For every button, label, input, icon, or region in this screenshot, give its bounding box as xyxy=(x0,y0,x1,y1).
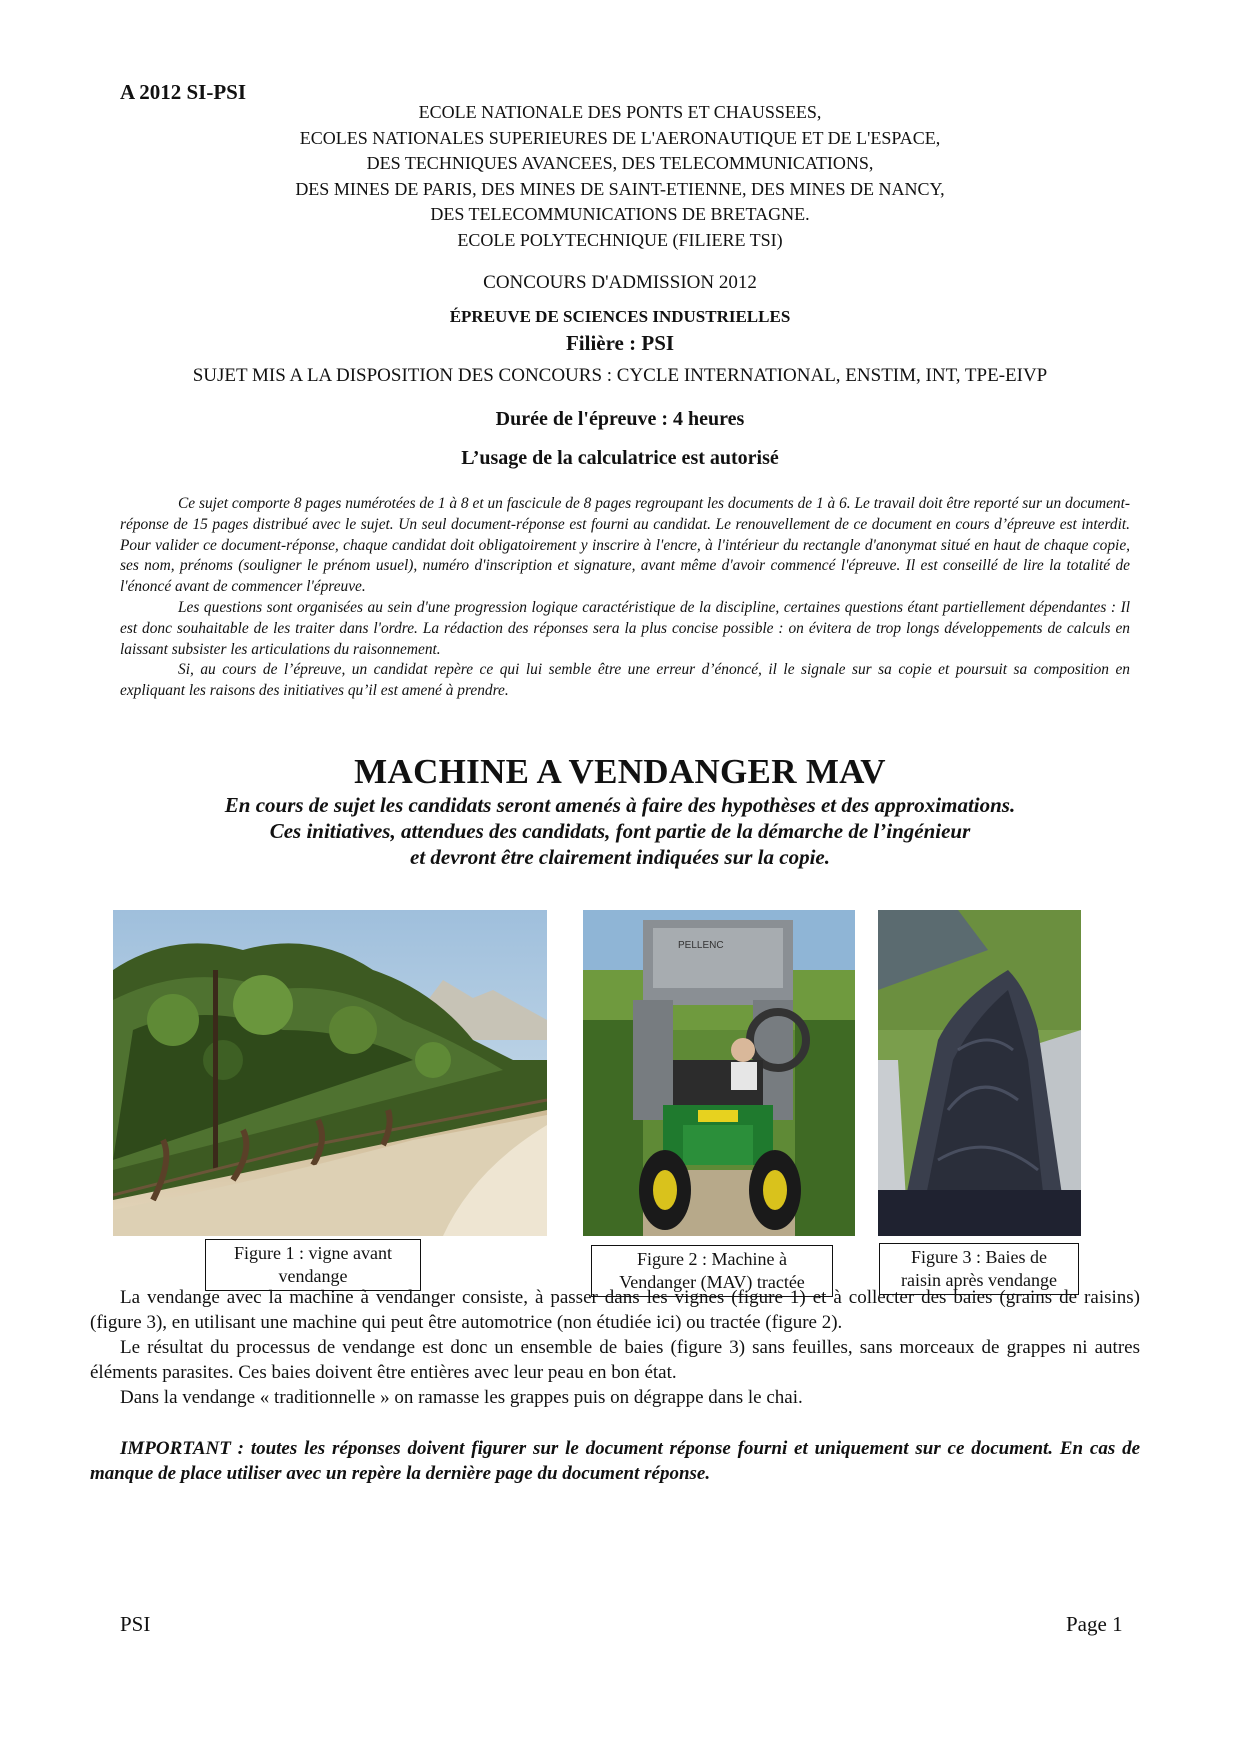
school-line: DES TELECOMMUNICATIONS DE BRETAGNE. xyxy=(430,204,810,225)
harvester-illustration xyxy=(583,910,855,1236)
important-notice: IMPORTANT : toutes les réponses doivent figurer sur le document réponse fourni et uniquement sur ce document. En cas de manque de place utiliser avec un repère la dernière page du document réponse. xyxy=(90,1438,1140,1484)
body-text xyxy=(90,1285,1140,1410)
page-number: Page 1 xyxy=(1066,1612,1123,1636)
caption-line: Figure 1 : vigne avant xyxy=(234,1243,392,1263)
subtitle-line: et devront être clairement indiquées sur la copie. xyxy=(410,845,830,869)
vineyard-illustration xyxy=(113,910,547,1236)
school-line: ECOLE POLYTECHNIQUE (FILIERE TSI) xyxy=(457,229,783,250)
main-title: MACHINE A VENDANGER MAV xyxy=(354,752,886,791)
school-line: DES TECHNIQUES AVANCEES, DES TELECOMMUNICATIONS, xyxy=(366,153,874,174)
vineyard-photo xyxy=(113,910,547,1236)
caption-line: Figure 3 : Baies de xyxy=(911,1247,1047,1267)
instruction-paragraph: Les questions sont organisées au sein d'une progression logique caractéristique de la discipline, certaines questions étant partiellement dépendantes : Il est donc souhaitable de les traiter dans l'ordre. La rédaction des réponses sera la plus concise possible : on évitera de trop longs développements de calculs en laissant subsister les articulations du raisonnement. xyxy=(120,598,1130,658)
berries-illustration xyxy=(878,910,1081,1236)
school-line: ECOLES NATIONALES SUPERIEURES DE L'AERONAUTIQUE ET DE L'ESPACE, xyxy=(299,127,941,148)
school-line: ECOLE NATIONALE DES PONTS ET CHAUSSEES, xyxy=(418,102,822,122)
sujet-line: SUJET MIS A LA DISPOSITION DES CONCOURS : CYCLE INTERNATIONAL, ENSTIM, INT, TPE-EIVP xyxy=(192,365,1048,386)
caption-line: Vendanger (MAV) tractée xyxy=(619,1272,805,1292)
subtitle-line: En cours de sujet les candidats seront amenés à faire des hypothèses et des approximations. xyxy=(224,793,1016,817)
machine-photo xyxy=(583,910,855,1236)
concours-line: CONCOURS D'ADMISSION 2012 xyxy=(483,272,757,293)
body-paragraph: Dans la vendange « traditionnelle » on ramasse les grappes puis on dégrappe dans le chai. xyxy=(120,1387,803,1408)
duration-line: Durée de l'épreuve : 4 heures xyxy=(495,408,745,430)
instructions xyxy=(120,494,1130,702)
berries-photo xyxy=(878,910,1081,1236)
subtitle xyxy=(0,792,1240,870)
figure-1-caption xyxy=(205,1239,421,1291)
caption-line: raisin après vendange xyxy=(901,1270,1057,1290)
body-paragraph: La vendange avec la machine à vendanger consiste, à passer dans les vignes (figure 1) et à collecter des baies (grains de raisins) (figure 3), en utilisant une machine qui peut être automotrice (non étudiée ici) ou tractée (figure 2). xyxy=(90,1287,1140,1333)
subtitle-line: Ces initiatives, attendues des candidats, font partie de la démarche de l’ingénieur xyxy=(269,819,971,843)
exam-reference: A 2012 SI-PSI xyxy=(120,80,247,104)
school-line: DES MINES DE PARIS, DES MINES DE SAINT-ETIENNE, DES MINES DE NANCY, xyxy=(295,178,945,199)
epreuve-line: ÉPREUVE DE SCIENCES INDUSTRIELLES xyxy=(449,307,791,326)
calculator-line: L’usage de la calculatrice est autorisé xyxy=(461,447,779,469)
machine-brand-label: PELLENC xyxy=(678,940,724,951)
school-list xyxy=(0,100,1240,254)
filiere-line: Filière : PSI xyxy=(565,331,675,355)
footer-left: PSI xyxy=(120,1612,151,1636)
caption-line: Figure 2 : Machine à xyxy=(637,1249,787,1269)
body-paragraph: Le résultat du processus de vendange est donc un ensemble de baies (figure 3) sans feuilles, sans morceaux de grappes ni autres éléments parasites. Ces baies doivent être entières avec leur peau en bon état. xyxy=(90,1337,1140,1383)
caption-line: vendange xyxy=(278,1266,348,1286)
instruction-paragraph: Ce sujet comporte 8 pages numérotées de 1 à 8 et un fascicule de 8 pages regroupant les documents de 1 à 6. Le travail doit être reporté sur un document-réponse de 15 pages distribué avec le sujet. Un seul document-réponse est fourni au candidat. Le renouvellement de ce document en cours d’épreuve est interdit. Pour valider ce document-réponse, chaque candidat doit obligatoirement y inscrire à l'encre, à l'intérieur du rectangle d'anonymat situé en haut de chaque copie, ses nom, prénoms (souligner le prénom usuel), numéro d'inscription et signature, avant même d'avoir commencé l'épreuve. Il est conseillé de lire la totalité de l'énoncé avant de commencer l'épreuve. xyxy=(120,495,1130,596)
instruction-paragraph: Si, au cours de l’épreuve, un candidat repère ce qui lui semble être une erreur d’énoncé, il le signale sur sa copie et poursuit sa composition en expliquant les raisons des initiatives qu’il est amené à prendre. xyxy=(120,661,1130,700)
